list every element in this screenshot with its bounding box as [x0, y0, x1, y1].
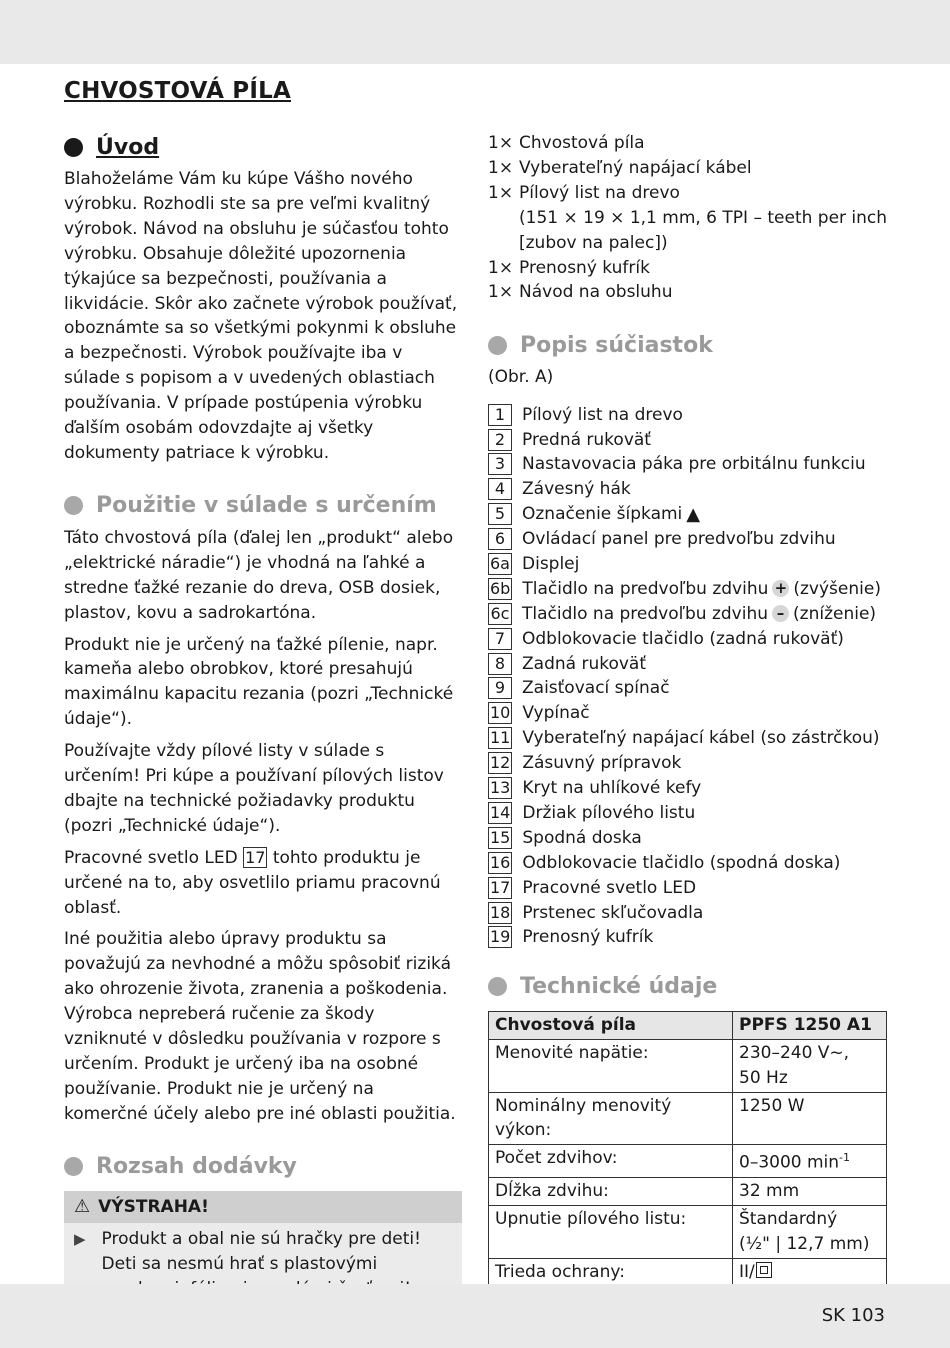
- delivery-heading-text: Rozsah dodávky: [96, 1154, 297, 1180]
- table-row: [489, 1145, 887, 1178]
- part-number: 9: [488, 677, 512, 699]
- parts-list: [488, 402, 888, 950]
- value-text: II/: [739, 1261, 755, 1282]
- part-label: Displej: [522, 554, 580, 575]
- warning-header: [64, 1191, 462, 1223]
- part-item: [488, 751, 888, 776]
- part-number: 10: [490, 703, 511, 723]
- play-triangle-icon: ▶: [74, 1229, 86, 1248]
- page-number: SK 103: [821, 1305, 885, 1326]
- part-label: Zadná rukoväť: [522, 653, 646, 674]
- list-item-sub: [488, 231, 888, 256]
- intro-text: Blahoželáme Vám ku kúpe Vášho nového výrobku. Rozhodli ste sa pre veľmi kvalitný výrobok. Návod na obsluhu je súčasťou tohto výrobku. Obsahuje dôležité upozornenia týkajúce sa bezpečnosti, používania a likvidácie. Skôr ako začnete výrobok používať, oboznámte sa so všetkými pokynmi k obsluhe a bezpečnosti. Výrobok používajte iba v súlade s popisom a v uvedených oblastiach používania. V prípade postúpenia výrobku ďalším osobám odovzdajte aj všetky dokumenty patriace k výrobku.: [64, 169, 458, 463]
- part-number: 17: [490, 877, 511, 897]
- item-subtext: (151 × 19 × 1,1 mm, 6 TPI – teeth per inch: [519, 207, 888, 228]
- tech-table: [488, 1011, 887, 1287]
- part-item: [488, 651, 888, 676]
- table-header-cell: Chvostová píla: [489, 1011, 733, 1039]
- part-number: 11: [490, 728, 511, 748]
- list-item: [488, 131, 888, 156]
- item-text: Chvostová píla: [519, 133, 645, 153]
- bullet-dot-icon: [488, 977, 507, 996]
- table-row: [489, 1258, 887, 1286]
- part-number: 2: [488, 429, 512, 451]
- intended-use-p4: [64, 846, 462, 921]
- delivery-list: [488, 131, 888, 305]
- table-cell-label: Dĺžka zdvihu:: [489, 1177, 733, 1205]
- part-label: Ovládací panel pre predvoľbu zdvihu: [522, 529, 836, 550]
- value-superscript: -1: [839, 1151, 851, 1165]
- item-qty: 1×: [488, 257, 514, 278]
- table-cell-value: [733, 1205, 887, 1258]
- list-item-sub: [488, 206, 888, 231]
- part-number: 3: [488, 453, 512, 475]
- table-cell-value: 32 mm: [733, 1177, 887, 1205]
- part-number: 14: [490, 802, 511, 822]
- part-number: 6: [488, 528, 512, 550]
- figure-ref: (Obr. A): [488, 367, 554, 388]
- list-item: [488, 280, 888, 305]
- table-cell-label: Trieda ochrany:: [489, 1258, 733, 1286]
- part-number: 7: [488, 628, 512, 650]
- part-number: 18: [490, 902, 511, 922]
- led-ref-number: 17: [245, 847, 266, 867]
- part-item: [488, 825, 888, 850]
- part-label: Držiak pílového listu: [522, 802, 696, 823]
- warning-text: Produkt a obal nie sú hračky pre deti! Deti sa nesmú hrať s plastovými: [101, 1228, 421, 1274]
- intro-heading-text: Úvod: [96, 134, 160, 160]
- part-item: [488, 626, 888, 651]
- part-item: [488, 427, 888, 452]
- part-number: 19: [490, 927, 511, 947]
- parts-heading-text: Popis súčiastok: [520, 332, 713, 358]
- part-label: Pílový list na drevo: [522, 404, 683, 425]
- table-cell-label: Nominálny menovitý výkon:: [489, 1092, 733, 1145]
- led-text-after: tohto produktu je určené na to, aby osvetlilo priamu pracovnú oblasť.: [64, 847, 441, 918]
- part-label: Označenie šípkami: [522, 504, 683, 525]
- part-item: [488, 402, 888, 427]
- part-number: 6a: [488, 553, 512, 575]
- minus-icon: –: [772, 605, 789, 622]
- part-label: Prenosný kufrík: [522, 927, 654, 948]
- table-row: [489, 1205, 887, 1258]
- part-item: [488, 726, 888, 751]
- item-text: Pílový list na drevo: [519, 182, 680, 203]
- part-number: 12: [490, 753, 511, 773]
- part-number: 6b: [490, 578, 511, 598]
- part-item: [488, 925, 888, 950]
- part-item: [488, 576, 888, 601]
- part-label: Pracovné svetlo LED: [522, 877, 697, 898]
- value-line: 230–240 V~,: [739, 1042, 850, 1063]
- part-number: 15: [490, 827, 511, 847]
- item-qty: 1×: [488, 282, 514, 303]
- part-item: [488, 776, 888, 801]
- part-number: 1: [488, 404, 512, 426]
- tech-heading-text: Technické údaje: [520, 974, 718, 1000]
- top-band: [0, 0, 950, 64]
- table-header-row: [489, 1011, 887, 1039]
- table-cell-value: [733, 1258, 887, 1286]
- list-item: [488, 181, 888, 206]
- list-item: [488, 256, 888, 281]
- part-item: [488, 502, 888, 527]
- part-number: 4: [488, 478, 512, 500]
- part-number: 16: [490, 852, 511, 872]
- part-item: [488, 801, 888, 826]
- item-text: Návod na obsluhu: [519, 282, 673, 303]
- intended-use-p1: Táto chvostová píla (ďalej len „produkt“ alebo „elektrické náradie“) je vhodná na ľahké a stredne ťažké rezanie do dreva, OSB dosiek, plastov, kovu a sadrokartóna.: [64, 527, 454, 623]
- part-label: Vypínač: [522, 703, 590, 724]
- item-qty: 1×: [488, 133, 514, 153]
- intended-use-p2: Produkt nie je určený na ťažké pílenie, napr. kameňa alebo obrobkov, ktoré presahujú maximálnu kapacitu rezania (pozri „Technické údaje“).: [64, 634, 454, 730]
- part-suffix: (zvýšenie): [793, 578, 881, 599]
- part-label: Vyberateľný napájací kábel (so zástrčkou): [522, 728, 880, 749]
- part-number: 6c: [488, 603, 512, 625]
- part-label: Tlačidlo na predvoľbu zdvihu: [522, 603, 769, 624]
- part-label: Odblokovacie tlačidlo (zadná rukoväť): [522, 628, 844, 649]
- table-row: [489, 1177, 887, 1205]
- item-text: Vyberateľný napájací kábel: [519, 157, 752, 178]
- part-item: [488, 676, 888, 701]
- page-title: CHVOSTOVÁ PÍLA: [64, 78, 291, 104]
- parts-heading: [488, 329, 888, 361]
- table-row: [489, 1039, 887, 1092]
- table-cell-value: [733, 1145, 887, 1178]
- part-label: Závesný hák: [522, 479, 631, 500]
- tech-heading: [488, 971, 888, 1003]
- part-item: [488, 875, 888, 900]
- item-subtext: [zubov na palec]): [519, 232, 668, 253]
- led-text-before: Pracovné svetlo LED: [64, 847, 238, 868]
- left-column: [64, 131, 462, 1334]
- intended-use-heading-text: Použitie v súlade s určením: [96, 493, 437, 519]
- value-line: Štandardný: [739, 1208, 838, 1229]
- item-qty: 1×: [488, 182, 514, 203]
- intended-use-heading: [64, 490, 462, 522]
- table-cell-label: Menovité napätie:: [489, 1039, 733, 1092]
- part-label: Prstenec skľučovadla: [522, 902, 704, 923]
- table-cell-label: Počet zdvihov:: [489, 1145, 733, 1178]
- part-label: Zásuvný prípravok: [522, 753, 682, 774]
- part-label: Zaisťovací spínač: [522, 678, 670, 699]
- table-row: [489, 1092, 887, 1145]
- protection-class-ii-icon: [756, 1262, 772, 1278]
- table-cell-label: Upnutie pílového listu:: [489, 1205, 733, 1258]
- part-label: Spodná doska: [522, 827, 642, 848]
- part-item: [488, 552, 888, 577]
- bullet-dot-icon: [64, 1157, 83, 1176]
- bottom-band: [0, 1284, 950, 1348]
- warning-triangle-icon: ⚠: [74, 1196, 91, 1218]
- value-line: (½" | 12,7 mm): [739, 1233, 870, 1254]
- part-item: [488, 701, 888, 726]
- part-label: Predná rukoväť: [522, 429, 651, 450]
- part-suffix: (zníženie): [793, 603, 877, 624]
- part-number: 5: [488, 503, 512, 525]
- part-item: [488, 477, 888, 502]
- warning-title: VÝSTRAHA!: [98, 1196, 209, 1217]
- intended-use-p5: Iné použitia alebo úpravy produktu sa považujú za nevhodné a môžu spôsobiť riziká ako ohrozenie života, zranenia a poškodenia. Výrobca nepreberá ručenie za škody vzniknuté v dôsledku používania v rozpore s určením. Produkt je určený iba na osobné používanie. Produkt nie je určený na komerčné účely alebo pre iné oblasti použitia.: [64, 929, 456, 1124]
- intro-heading: [64, 131, 462, 163]
- table-cell-value: 1250 W: [733, 1092, 887, 1145]
- part-item: [488, 452, 888, 477]
- part-number: 13: [490, 778, 511, 798]
- item-text: Prenosný kufrík: [519, 257, 650, 278]
- plus-icon: +: [772, 580, 789, 597]
- part-number: 8: [488, 653, 512, 675]
- part-item: [488, 900, 888, 925]
- part-label: Nastavovacia páka pre orbitálnu funkciu: [522, 454, 866, 475]
- item-qty: 1×: [488, 157, 514, 178]
- part-item: [488, 527, 888, 552]
- list-item: [488, 156, 888, 181]
- part-item: [488, 601, 888, 626]
- delivery-heading: [64, 1151, 462, 1183]
- intended-use-p3: Používajte vždy pílové listy v súlade s určením! Pri kúpe a používaní pílových listov dbajte na technické požiadavky produktu (pozri „Technické údaje“).: [64, 741, 444, 836]
- right-column: [488, 131, 888, 1287]
- value-text: 0–3000 min: [739, 1153, 840, 1174]
- bullet-dot-icon: [488, 336, 507, 355]
- part-label: Odblokovacie tlačidlo (spodná doska): [522, 852, 841, 873]
- part-label: Kryt na uhlíkové kefy: [522, 778, 702, 799]
- bullet-dot-icon: [64, 496, 83, 515]
- bullet-dot-icon: [64, 138, 83, 157]
- arrow-up-icon: ▲: [686, 503, 701, 525]
- value-line: 50 Hz: [739, 1067, 788, 1088]
- part-label: Tlačidlo na predvoľbu zdvihu: [522, 578, 769, 599]
- table-header-cell: PPFS 1250 A1: [733, 1011, 887, 1039]
- table-cell-value: [733, 1039, 887, 1092]
- part-item: [488, 850, 888, 875]
